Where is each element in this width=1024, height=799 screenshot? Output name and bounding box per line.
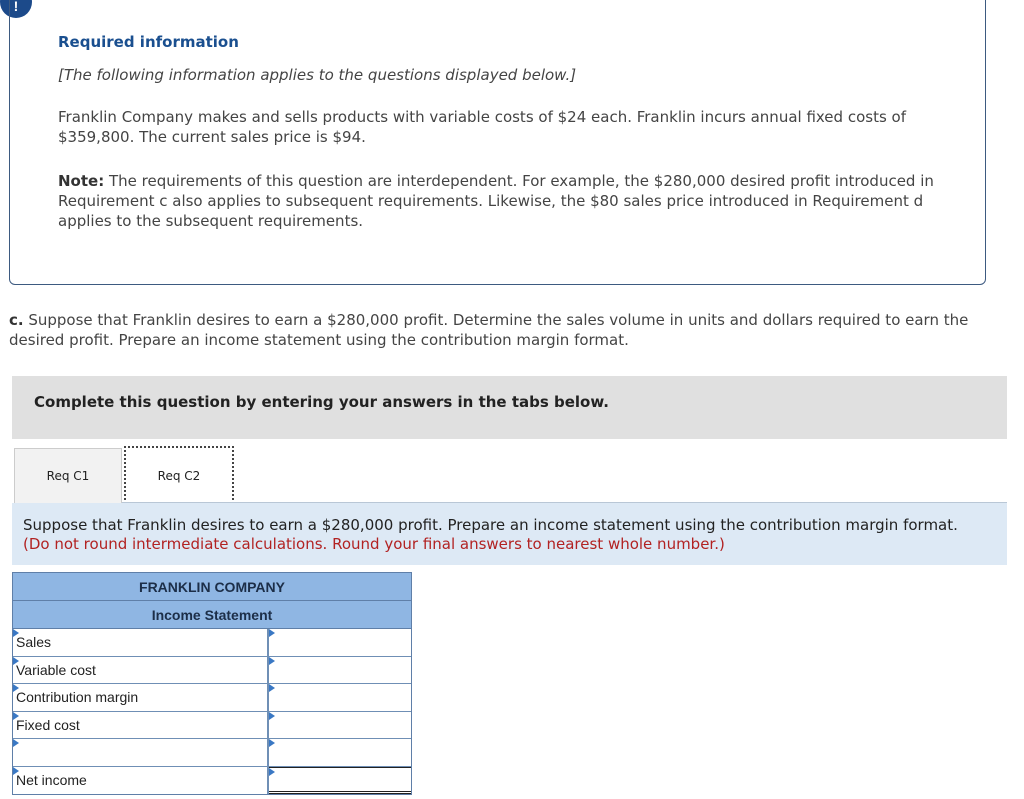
tab-req-c2[interactable]: Req C2 [124, 446, 234, 504]
dropdown-marker-icon [13, 712, 19, 720]
blank-amount-field[interactable] [269, 739, 411, 766]
required-information-title: Required information [58, 33, 239, 51]
variable-cost-amount-input[interactable] [269, 657, 411, 684]
question-body: Suppose that Franklin desires to earn a $280,000 profit. Determine the sales volume in units and dollars required to earn the desired profit. Prepare an income statement using the contribution margin format. [9, 311, 969, 349]
question-label: c. [9, 311, 24, 329]
alert-icon: ! [0, 0, 32, 18]
table-row [13, 629, 411, 657]
net-income-amount-field[interactable] [269, 768, 411, 792]
instructions-text: Suppose that Franklin desires to earn a $280,000 profit. Prepare an income statement using the contribution margin format. [23, 516, 958, 534]
table-row [13, 712, 411, 740]
instructions-panel [12, 503, 1007, 565]
input-marker-icon [269, 657, 275, 665]
table-row [13, 739, 411, 767]
fixed-cost-amount-field[interactable] [269, 712, 411, 739]
dropdown-marker-icon [13, 657, 19, 665]
table-row [13, 767, 411, 795]
variable-cost-amount-field[interactable] [269, 657, 411, 684]
sales-amount-input[interactable] [269, 629, 411, 656]
row-label-blank[interactable] [13, 739, 269, 766]
fixed-cost-amount-input[interactable] [269, 712, 411, 739]
complete-prompt: Complete this question by entering your answers in the tabs below. [34, 393, 609, 411]
note-text: The requirements of this question are interdependent. For example, the $280,000 desired profit introduced in Requirement c also applies to subsequent requirements. Likewise, the $80 sales price introduced in Requirement d applies to the subsequent requirements. [58, 172, 934, 230]
company-name: FRANKLIN COMPANY [13, 573, 411, 601]
dropdown-marker-icon [13, 684, 19, 692]
tab-req-c1[interactable]: Req C1 [14, 448, 122, 503]
income-statement-table [12, 572, 412, 795]
input-marker-icon [269, 712, 275, 720]
blank-amount-input[interactable] [269, 739, 411, 766]
input-marker-icon [269, 768, 275, 776]
row-label-contribution-margin[interactable]: Contribution margin [13, 684, 269, 711]
contribution-margin-amount-input[interactable] [269, 684, 411, 711]
sales-amount-field[interactable] [269, 629, 411, 656]
question-c-text [9, 310, 1019, 350]
contribution-margin-amount-field[interactable] [269, 684, 411, 711]
note-paragraph [58, 171, 938, 231]
input-marker-icon [269, 629, 275, 637]
net-income-amount-input[interactable] [269, 767, 411, 795]
table-row [13, 657, 411, 685]
dropdown-marker-icon [13, 629, 19, 637]
row-label-fixed-cost[interactable]: Fixed cost [13, 712, 269, 739]
complete-instructions-bar [12, 376, 1007, 439]
input-marker-icon [269, 739, 275, 747]
row-label-variable-cost[interactable]: Variable cost [13, 657, 269, 684]
input-marker-icon [269, 684, 275, 692]
dropdown-marker-icon [13, 739, 19, 747]
row-label-net-income[interactable]: Net income [13, 767, 269, 795]
dropdown-marker-icon [13, 767, 19, 775]
statement-title: Income Statement [13, 601, 411, 629]
note-label: Note: [58, 172, 105, 190]
facts-paragraph: Franklin Company makes and sells products with variable costs of $24 each. Franklin incurs annual fixed costs of $359,800. The current sales price is $94. [58, 108, 906, 146]
row-label-sales[interactable]: Sales [13, 629, 269, 656]
table-row [13, 684, 411, 712]
rounding-instructions: (Do not round intermediate calculations. Round your final answers to nearest whole number.) [23, 535, 725, 553]
info-intro-text: [The following information applies to the questions displayed below.] [58, 66, 577, 84]
